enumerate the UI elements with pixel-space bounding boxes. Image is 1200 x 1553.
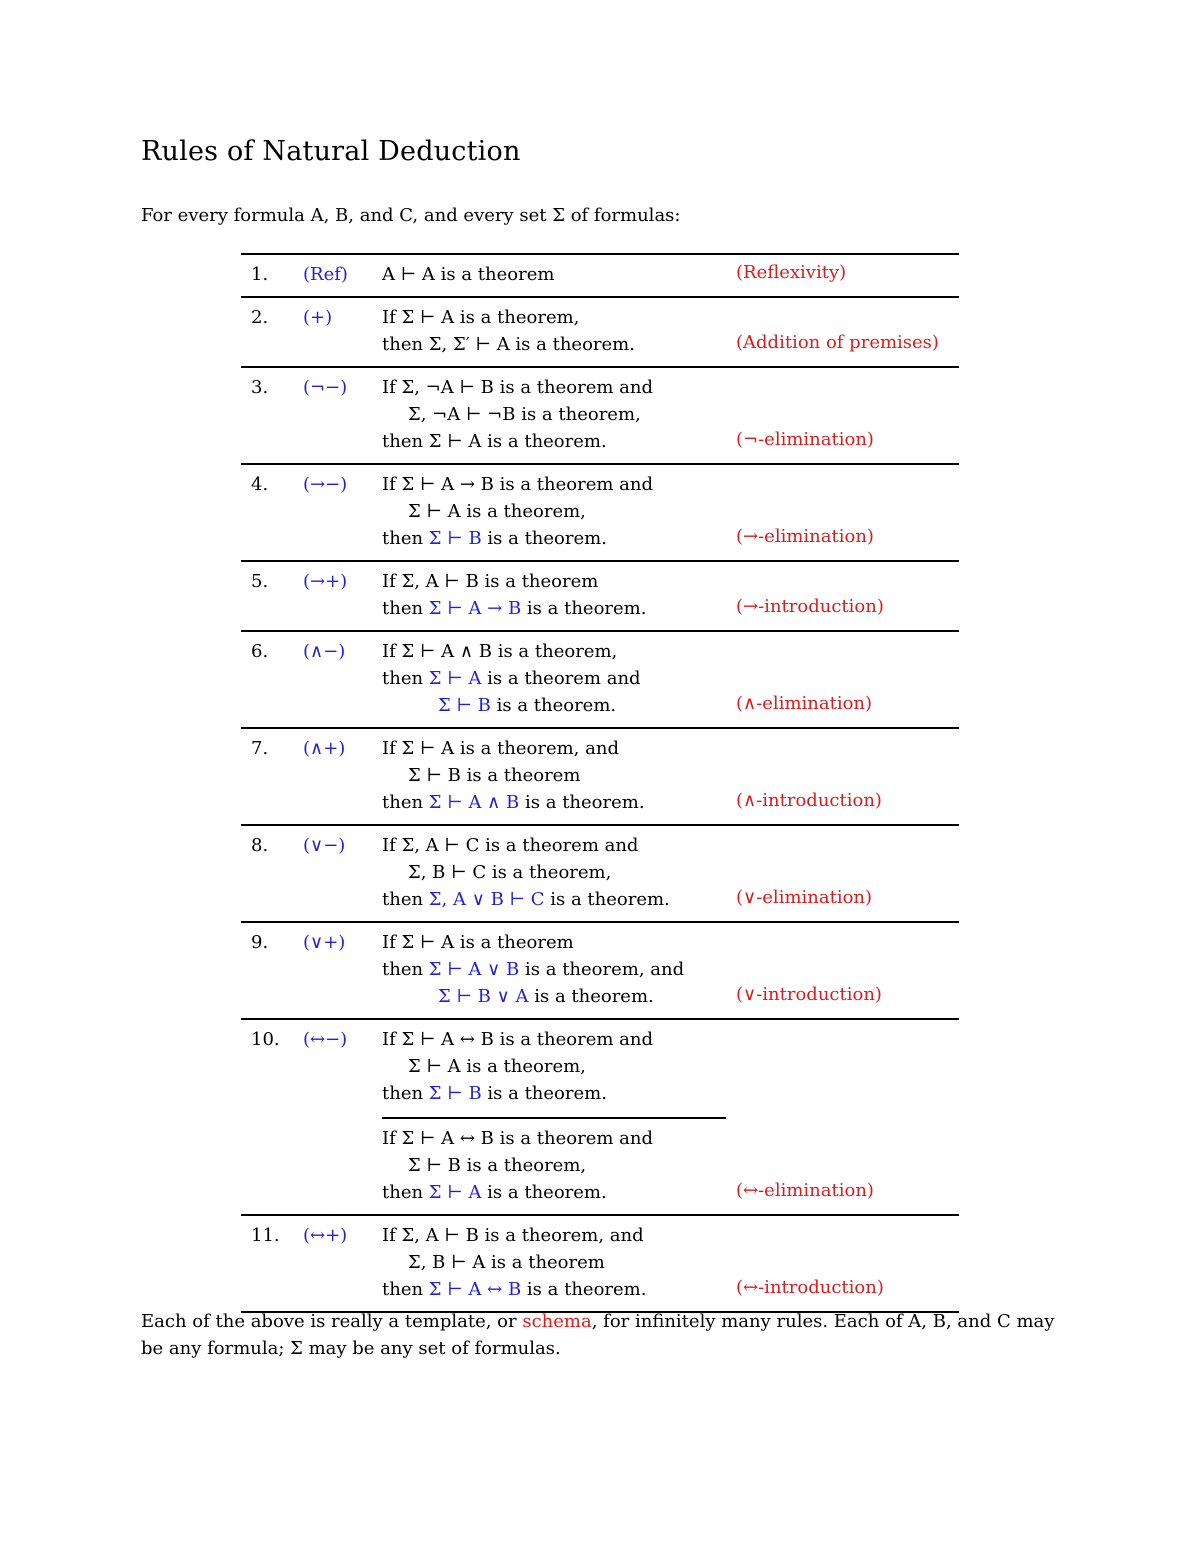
rule-name: (↔-elimination): [736, 1180, 874, 1201]
rule-text: is a theorem.: [519, 792, 645, 813]
rule-text: Σ, ¬A ⊢ ¬B is a theorem,: [408, 404, 641, 425]
rule-name: (Reflexivity): [736, 262, 847, 283]
rule-line: [382, 929, 722, 956]
rule-text: Σ, B ⊢ A is a theorem: [408, 1252, 605, 1273]
rule-text: then: [382, 1279, 429, 1300]
rule-case: [382, 568, 722, 622]
rule-text: If Σ ⊢ A ↔ B is a theorem and: [382, 1128, 653, 1149]
rule-line: [382, 735, 722, 762]
rule-text: Σ ⊢ B is a theorem: [408, 765, 581, 786]
rule-line: [382, 886, 722, 913]
rule-text: then: [382, 1083, 429, 1104]
rule-line: [382, 471, 722, 498]
rule-line: [382, 525, 722, 552]
rule-text: If Σ ⊢ A is a theorem: [382, 932, 574, 953]
rule-row: [241, 729, 959, 826]
rule-line: [382, 595, 722, 622]
rule-text: is a theorem.: [521, 598, 647, 619]
rule-number: 2.: [251, 307, 269, 328]
rule-body: [382, 568, 722, 622]
rule-text: If Σ, A ⊢ C is a theorem and: [382, 835, 639, 856]
rule-text: is a theorem.: [490, 695, 617, 716]
rule-text: is a theorem.: [521, 1279, 647, 1300]
rule-text: Σ ⊢ A is a theorem,: [408, 501, 586, 522]
rule-text: If Σ ⊢ A ↔ B is a theorem and: [382, 1029, 653, 1050]
rule-line: [382, 374, 722, 401]
rule-name: (Addition of premises): [736, 332, 939, 353]
closing-text-start: Each of the above is really a template, or: [141, 1311, 523, 1332]
schema-highlight: schema: [522, 1311, 592, 1332]
rule-label: (→−): [303, 474, 348, 495]
rule-case: [382, 638, 722, 719]
rule-label: (∧−): [303, 641, 346, 662]
rule-case: [382, 832, 722, 913]
rule-text: If Σ, ¬A ⊢ B is a theorem and: [382, 377, 653, 398]
rule-text: then: [382, 528, 429, 549]
rule-body: [382, 929, 722, 1010]
conclusion-formula: Σ ⊢ A ∧ B: [428, 792, 520, 813]
rule-text: then: [382, 959, 429, 980]
rule-body: [382, 638, 722, 719]
rule-number: 8.: [251, 835, 269, 856]
closing-paragraph: [141, 1308, 1071, 1362]
conclusion-formula: Σ ⊢ A: [428, 1182, 482, 1203]
rule-case: [382, 471, 722, 552]
rule-line: [382, 428, 722, 455]
rule-line: [382, 665, 722, 692]
rule-line: [382, 983, 722, 1010]
rule-line: [382, 568, 722, 595]
rule-case: [382, 929, 722, 1010]
rule-line: [382, 638, 722, 665]
rule-line: [382, 1026, 722, 1053]
rule-body: [382, 1222, 722, 1303]
rule-body: [382, 374, 722, 455]
rule-row: [241, 1020, 959, 1216]
rule-line: [382, 859, 722, 886]
rule-row: [241, 562, 959, 632]
rule-text: If Σ, A ⊢ B is a theorem, and: [382, 1225, 644, 1246]
rule-line: [382, 1080, 722, 1107]
rule-body: [382, 735, 722, 816]
rule-label: (∨+): [303, 932, 346, 953]
rule-text: is a theorem.: [481, 1182, 607, 1203]
rule-row: [241, 1216, 959, 1313]
rule-number: 6.: [251, 641, 269, 662]
rule-case: [382, 1117, 726, 1206]
conclusion-formula: Σ ⊢ B: [428, 1083, 482, 1104]
rule-name: (→-introduction): [736, 596, 884, 617]
rule-number: 4.: [251, 474, 269, 495]
rule-label: (↔−): [303, 1029, 348, 1050]
rule-number: 5.: [251, 571, 269, 592]
rule-case: [382, 374, 722, 455]
intro-text: For every formula A, B, and C, and every set Σ of formulas:: [141, 205, 681, 226]
rule-row: [241, 255, 959, 298]
rule-line: [382, 1222, 722, 1249]
rule-text: is a theorem and: [481, 668, 641, 689]
rule-text: Σ, B ⊢ C is a theorem,: [408, 862, 612, 883]
rule-case: [382, 1026, 722, 1107]
rule-line: [382, 762, 722, 789]
closing-text-end: , for infinitely many rules. Each of A, B, and C may be any formula; Σ may be any set of formulas.: [141, 1311, 1055, 1359]
rule-number: 1.: [251, 264, 269, 285]
rule-body: [382, 832, 722, 913]
rule-text: If Σ ⊢ A is a theorem, and: [382, 738, 619, 759]
rule-line: [382, 498, 722, 525]
rule-line: [382, 261, 722, 288]
rule-text: then: [382, 1182, 429, 1203]
rule-body: [382, 1026, 722, 1206]
rule-line: [382, 692, 722, 719]
rule-label: (→+): [303, 571, 348, 592]
conclusion-formula: Σ ⊢ A: [428, 668, 482, 689]
rule-text: is a theorem.: [544, 889, 670, 910]
rule-name: (∨-introduction): [736, 984, 882, 1005]
rule-row: [241, 826, 959, 923]
rule-line: [382, 331, 722, 358]
rule-case: [382, 304, 722, 358]
page-title: Rules of Natural Deduction: [141, 136, 521, 167]
rule-text: then Σ ⊢ A is a theorem.: [382, 431, 607, 452]
rule-number: 7.: [251, 738, 269, 759]
rule-text: If Σ ⊢ A → B is a theorem and: [382, 474, 653, 495]
rule-row: [241, 368, 959, 465]
rule-line: [382, 956, 722, 983]
rule-name: (∧-elimination): [736, 693, 873, 714]
rule-text: is a theorem.: [528, 986, 654, 1007]
rule-line: [382, 304, 722, 331]
rule-row: [241, 632, 959, 729]
rule-number: 11.: [251, 1225, 280, 1246]
rule-case: [382, 261, 722, 288]
rule-label: (∧+): [303, 738, 346, 759]
rule-row: [241, 298, 959, 368]
rule-name: (→-elimination): [736, 526, 874, 547]
rule-text: Σ ⊢ A is a theorem,: [408, 1056, 586, 1077]
conclusion-formula: Σ ⊢ A ∨ B: [428, 959, 520, 980]
rule-row: [241, 465, 959, 562]
rule-text: is a theorem, and: [519, 959, 685, 980]
rule-case: [382, 735, 722, 816]
rule-case: [382, 1222, 722, 1303]
rule-body: [382, 471, 722, 552]
rule-text: then: [382, 792, 429, 813]
rule-text: then: [382, 598, 429, 619]
rule-label: (¬−): [303, 377, 348, 398]
rule-label: (∨−): [303, 835, 346, 856]
rule-body: [382, 304, 722, 358]
rule-text: then: [382, 668, 429, 689]
rule-text: then Σ, Σ′ ⊢ A is a theorem.: [382, 334, 635, 355]
conclusion-formula: Σ, A ∨ B ⊢ C: [428, 889, 545, 910]
rule-text: then: [382, 889, 429, 910]
rule-number: 9.: [251, 932, 269, 953]
conclusion-formula: Σ ⊢ B ∨ A: [438, 986, 529, 1007]
rule-text: is a theorem.: [481, 1083, 607, 1104]
rule-name: (∧-introduction): [736, 790, 882, 811]
rule-number: 10.: [251, 1029, 280, 1050]
conclusion-formula: Σ ⊢ B: [428, 528, 482, 549]
rule-line: [382, 789, 722, 816]
conclusion-formula: Σ ⊢ A → B: [428, 598, 522, 619]
rule-line: [382, 832, 722, 859]
rule-line: [382, 1276, 722, 1303]
rule-line: [382, 1152, 726, 1179]
rule-label: (Ref): [303, 264, 348, 285]
rule-line: [382, 1179, 726, 1206]
rule-text: A ⊢ A is a theorem: [382, 264, 555, 285]
rule-text: is a theorem.: [481, 528, 607, 549]
rule-text: If Σ ⊢ A ∧ B is a theorem,: [382, 641, 618, 662]
rules-table: [241, 253, 959, 1313]
rule-line: [382, 1053, 722, 1080]
rule-name: (∨-elimination): [736, 887, 873, 908]
rule-label: (+): [303, 307, 333, 328]
rule-body: [382, 261, 722, 288]
rule-name: (↔-introduction): [736, 1277, 884, 1298]
rule-row: [241, 923, 959, 1020]
rule-number: 3.: [251, 377, 269, 398]
rule-text: If Σ, A ⊢ B is a theorem: [382, 571, 599, 592]
rule-line: [382, 1249, 722, 1276]
rule-text: Σ ⊢ B is a theorem,: [408, 1155, 587, 1176]
rule-line: [382, 1125, 726, 1152]
rule-text: If Σ ⊢ A is a theorem,: [382, 307, 580, 328]
rule-name: (¬-elimination): [736, 429, 874, 450]
rule-label: (↔+): [303, 1225, 348, 1246]
conclusion-formula: Σ ⊢ B: [438, 695, 491, 716]
conclusion-formula: Σ ⊢ A ↔ B: [428, 1279, 522, 1300]
rule-line: [382, 401, 722, 428]
